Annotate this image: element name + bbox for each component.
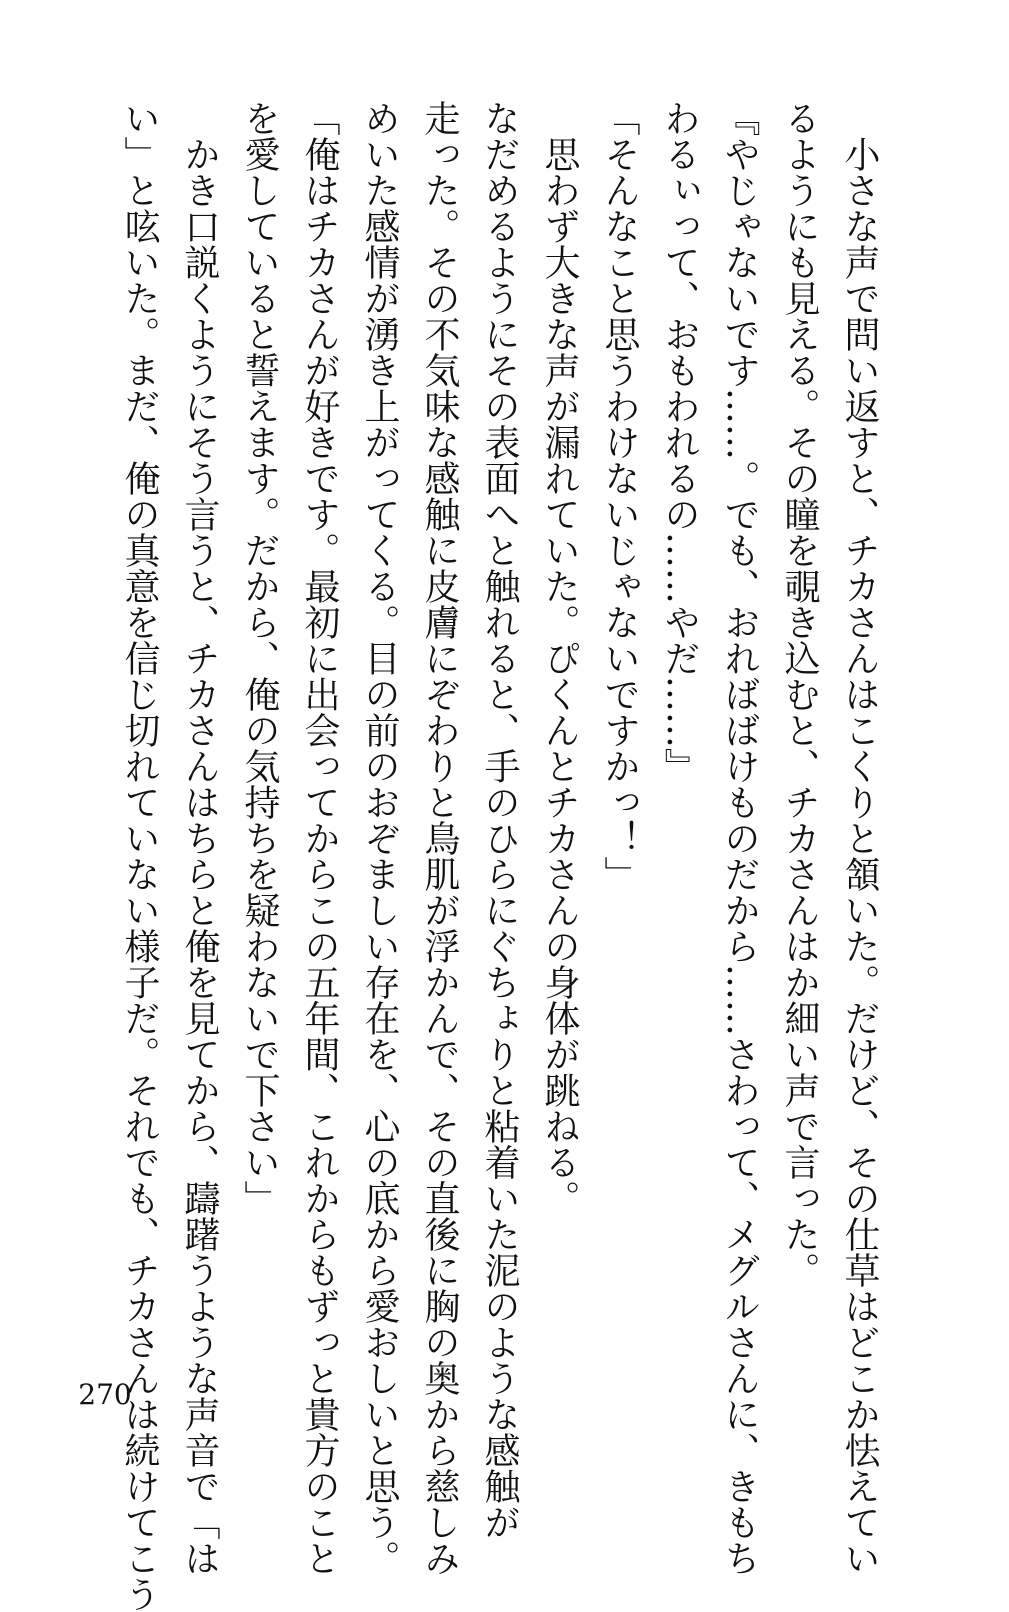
text-column-7: なだめるようにその表面へと触れると、手のひらにぐちょりと粘着いた泥のような感触が (479, 100, 520, 1540)
text-column-4: わるぃって、おもわれるの……やだ……』 (659, 100, 700, 784)
text-column-1: 小さな声で問い返すと、チカさんはこくりと頷いた。だけど、その仕草はどこか怯えてい (839, 100, 880, 1576)
page-number: 270 (78, 1378, 132, 1411)
text-column-3: 『やじゃないです……。でも、おればばけものだから……さわって、メグルさんに、きもち (719, 100, 760, 1576)
body-text (109, 100, 889, 1612)
text-column-12: かき口説くようにそう言うと、チカさんはちらと俺を見てから、躊躇うような声音で「は (179, 100, 220, 1576)
text-column-13: い」と呟いた。まだ、俺の真意を信じ切れていない様子だ。それでも、チカさんは続けてこう (119, 100, 160, 1612)
text-column-9: めいた感情が湧き上がってくる。目の前のおぞましい存在を、心の底から愛おしいと思う。 (359, 100, 400, 1576)
text-column-10: 「俺はチカさんが好きです。最初に出会ってからこの五年間、これからもずっと貴方のこと (299, 100, 340, 1576)
text-column-5: 「そんなこと思うわけないじゃないですかっ！」 (599, 100, 640, 892)
text-column-8: 走った。その不気味な感触に皮膚にぞわりと鳥肌が浮かんで、その直後に胸の奥から慈しみ (419, 100, 460, 1576)
text-column-11: を愛していると誓えます。だから、俺の気持ちを疑わないで下さい」 (239, 100, 280, 1216)
text-column-2: るようにも見える。その瞳を覗き込むと、チカさんはか細い声で言った。 (779, 100, 820, 1288)
text-column-6: 思わず大きな声が漏れていた。ぴくんとチカさんの身体が跳ねる。 (539, 100, 580, 1216)
